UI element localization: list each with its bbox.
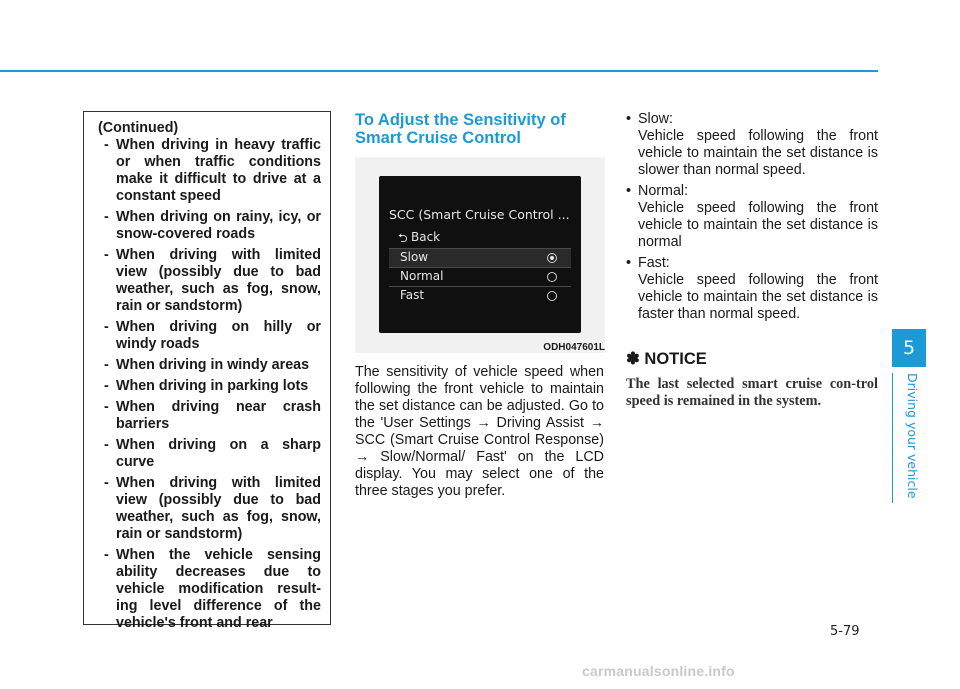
lcd-option-fast <box>389 287 571 305</box>
option-name: Slow: <box>638 111 673 127</box>
list-item: - When driving in heavy traffic or when traffic conditions make it difficult to drive at a constant speed <box>104 137 321 204</box>
notice-text: The last selected smart cruise con-trol speed is remained in the system. <box>626 376 878 409</box>
lcd-title: SCC (Smart Cruise Control ... <box>389 207 570 222</box>
list-item: - When driving on a sharp curve <box>104 437 321 470</box>
figure-code: ODH047601L <box>543 342 605 353</box>
figure-panel <box>355 157 605 353</box>
list-item <box>626 111 878 179</box>
bullet-icon: • <box>626 111 632 127</box>
list-item: - When driving with limited view (possibly due to bad weather, such as fog, snow, rain or sandstorm) <box>104 475 321 542</box>
option-description: Vehicle speed following the front vehicle to maintain the set distance is normal <box>638 200 878 250</box>
notice-title: ✽ NOTICE <box>626 350 707 368</box>
list-item <box>626 183 878 251</box>
list-item: - When driving in parking lots <box>104 378 309 394</box>
back-arrow-icon: ⮌ <box>398 231 408 245</box>
sensitivity-options-list <box>626 111 878 327</box>
chapter-number-tab: 5 <box>892 329 926 367</box>
caution-box <box>83 111 331 631</box>
list-item: - When driving on rainy, icy, or snow-covered roads <box>104 209 321 242</box>
option-name: Normal: <box>638 183 689 199</box>
lcd-display <box>379 176 581 333</box>
section-title: To Adjust the Sensitivity of Smart Cruise Control <box>355 111 566 147</box>
caution-list <box>95 137 321 632</box>
caution-heading: (Continued) <box>98 120 179 136</box>
list-item: - When driving in windy areas <box>104 357 310 373</box>
lcd-option-slow <box>389 249 571 267</box>
radio-empty-icon <box>547 291 557 301</box>
radio-selected-icon <box>547 253 557 263</box>
lcd-option-normal <box>389 268 571 286</box>
watermark: carmanualsonline.info <box>582 663 735 679</box>
lcd-back-row <box>389 229 571 247</box>
option-name: Fast: <box>638 255 670 271</box>
lcd-option-label: Fast <box>400 288 425 302</box>
list-item: - When the vehicle sensing ability decreases due to vehicle modification result-ing level difference of the vehicle's front and rear <box>104 547 321 631</box>
bullet-icon: • <box>626 255 632 271</box>
lcd-option-label: Slow <box>400 250 429 264</box>
radio-empty-icon <box>547 272 557 282</box>
option-description: Vehicle speed following the front vehicle to maintain the set distance is slower than normal speed. <box>638 128 878 178</box>
header-rule <box>0 70 878 72</box>
bullet-icon: • <box>626 183 632 199</box>
list-item: - When driving near crash barriers <box>104 399 321 432</box>
option-description: Vehicle speed following the front vehicle to maintain the set distance is faster than normal speed. <box>638 272 878 322</box>
page-number: 5-79 <box>830 624 860 639</box>
list-item <box>626 255 878 323</box>
list-item: - When driving with limited view (possibly due to bad weather, such as fog, snow, rain or sandstorm) <box>104 247 321 314</box>
chapter-label: Driving your vehicle <box>905 373 920 499</box>
section-body: The sensitivity of vehicle speed when following the front vehicle to maintain the set distance can be adjusted. Go to the 'User Settings → Driving Assist → SCC (Smart Cruise Control Response) → Slow/Normal/ Fast' on the LCD display. You may select one of the three stages you prefer. <box>355 364 604 499</box>
lcd-option-label: Normal <box>400 269 444 283</box>
lcd-back-label: Back <box>411 230 441 244</box>
chapter-rule <box>892 373 893 503</box>
list-item: - When driving on hilly or windy roads <box>104 319 321 352</box>
